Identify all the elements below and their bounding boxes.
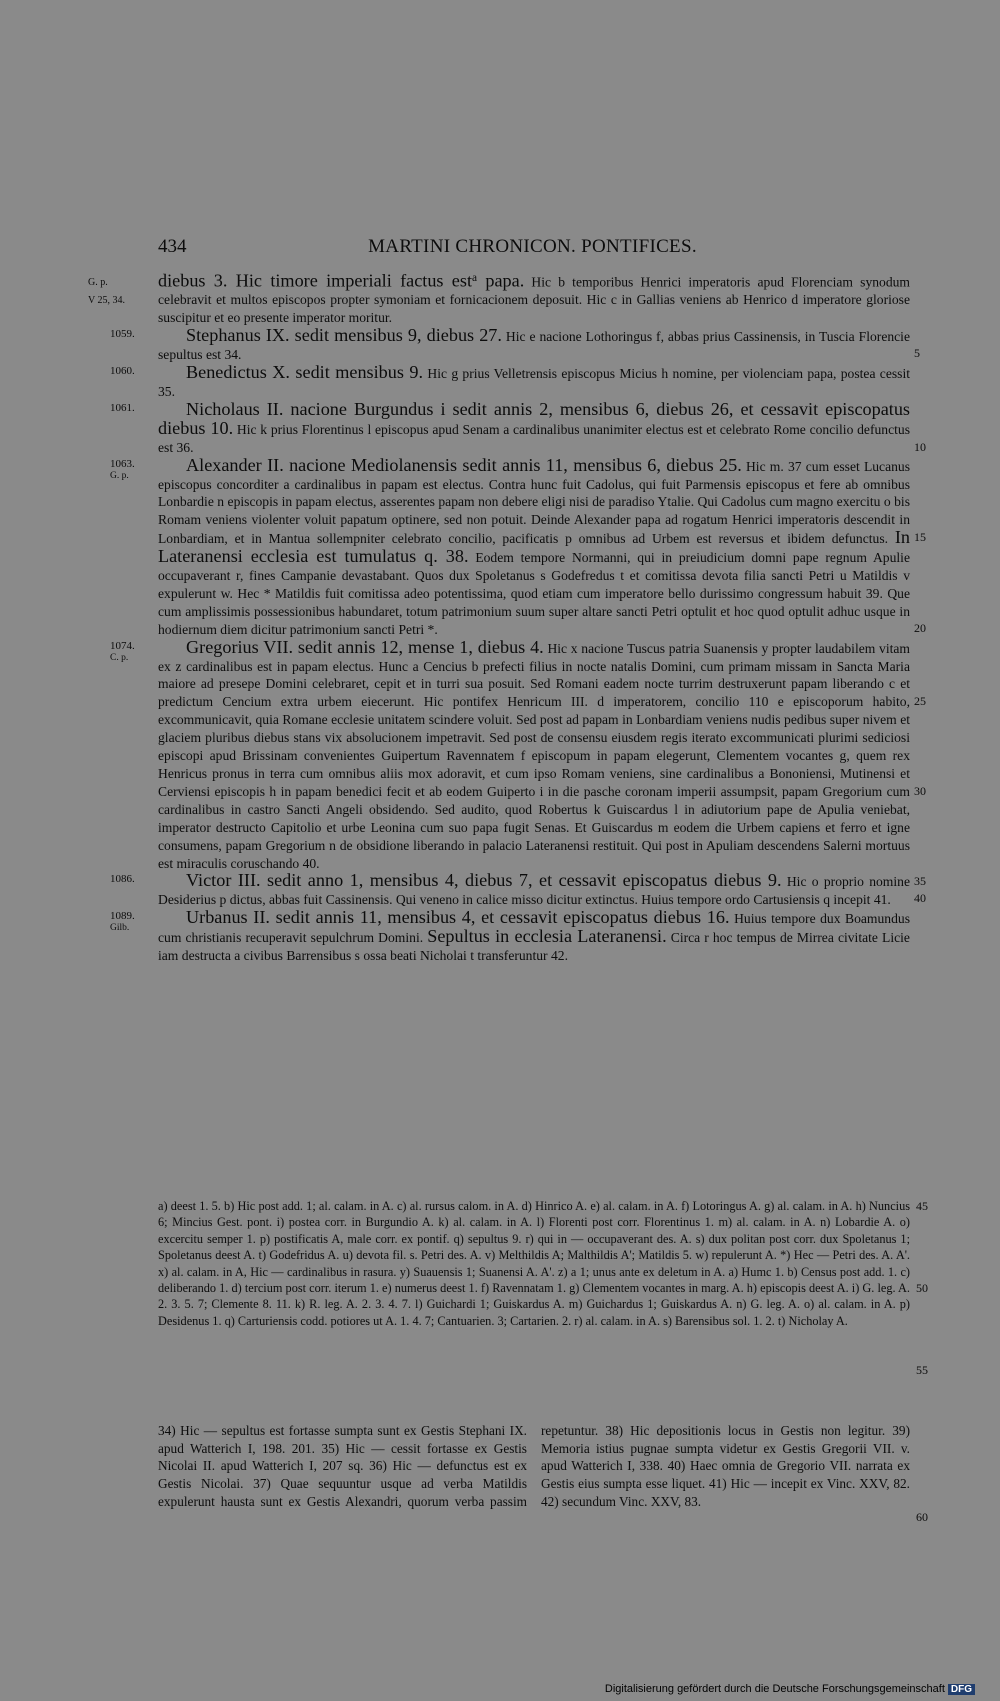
critical-apparatus: [158, 1198, 928, 1377]
entry-text: Hic m. 37 cum esset Lucanus episcopus concorditer a cardinalibus in papam est electus. Contra hunc fuit Cadolus, qui fuit Parmensis episcopus et fere ab omnibus Lonbardie n episcopis in papam electus, asserentes papam non debere eligi nisi de paradiso Ytalie. Qui Cadolus cum magno exercitu o bis Romam veniens violenter voluit papatum optinere, sed non potuit. Deinde Alexander papa ad rogatum Henrici imperatoris descendit in Lonbardiam, et in Mantua sollempniter celebrato concilio, pacificatis p omnibus ad Urbem est reversus et ibidem defunctus.: [158, 458, 910, 547]
entry-text: Hic e nacione Lothoringus f, abbas prius Cassinensis, in Tuscia Florencie sepultus est 34.: [158, 329, 910, 363]
margin-source-ref: G. p. V 25, 34.: [88, 277, 126, 306]
apparatus-text: a) deest 1. 5. b) Hic post add. 1; al. calam. in A. c) al. rursus calom. in A. d) Hinrico A. e) al. calam. in A. f) Lotoringus A. g) al. calam. in A. h) Nuncius 6; Mincius Gest. pont. i) postea corr. in Burgundio A. k) al. calam. in A. l) Florenti post corr. Florentinus 1. m) al. calam. in A. n) Lobardie A. o) excercitu semper 1. p) postificatis A, male corr. ex pontif. q) sepultus 9. r) qui in — occupaverant des. A. s) dux politan post corr. dux Spoletanus 1; Spoletanus deest A. t) Godefridus A. u) devota fil. s. Petri des. A. v) Melthildis A; Malthildis A'; Matildis 5. w) repulerunt A. *) Hec — Petri des. A. A'. x) al. calam. in A, Hic — cardinalibus in rasura. y) Suauensis 1; Suanensi A. A'. z) a 1; unus ante ex deletum in A. a) Humc 1. b) Census post add. 1. c) deliberando 1. d) tercium post corr. iterum 1. e) numerus deest 1. f) Ravennatam 1. g) Clementem vocantes in marg. A. h) episcopis deest A. i) G. leg. A. 2. 3. 5. 7; Clemente 8. 11. k) R. leg. A. 2. 3. 4. 7. l) Guichardi 1; Guiskardus A. m) Guichardus 1; Guiskardus A. n) G. leg. A. o) al. calam. in A. p) Desidenus 1. q) Carturiensis codd. potiores ut A. 1. 4. 7; Cantuarien. 3; Cartarien. 2. r) al. calam. in A. s) Barensibus sol. 1. 2. t) Nicholay A.: [158, 1199, 910, 1328]
year-label: 1061.: [110, 401, 135, 414]
line-number: 50: [916, 1281, 928, 1295]
entry-text: Hic o proprio nomine Desiderius p dictus, abbas fuit Cassinensis. Qui veneno in calice misso dicitur extinctus. Huius tempore ordo Cartusiensis q incepit 41.: [158, 874, 910, 908]
dfg-logo: DFG: [948, 1684, 975, 1695]
year-label: 1060.: [110, 365, 135, 378]
line-number: 20: [914, 620, 926, 635]
entry-heading: diebus 3. Hic timore imperiali factus est: [158, 270, 473, 291]
digitization-credit: Digitalisierung gefördert durch die Deutsche Forschungsgemeinschaft DFG: [605, 1683, 975, 1695]
entry-stephanus-ix: [110, 325, 920, 364]
entry-text: Hic x nacione Tuscus patria Suanensis y propter laudabilem vitam ex z cardinalibus est in papam electus. Hunc a Cencius b prefecti filius in nocte natalis Domini, cum primam missam in Sancta Maria maiore ad presepe Domini celebraret, cepit et in turri sua posuit. Sed Romani eadem nocte turrim destruxerunt papam liberando c et predictum Cencium extra urbem eiecerunt. Hic pontifex Henricum III. d imperatorem, concilio 110 e episcoporum habito, excommunicavit, quia Romane ecclesie unitatem scindere voluit. Sed post ad papam in Lonbardiam veniens nudis pedibus super nivem et glaciem pluribus diebus stans vix absolucionem impetravit. Sed post de consensu eiusdem regis iterato excommunicati plurimi sediciosi episcopi apud Brissinam convenientes Guipertum Ravennatem f episcopum in papam elegerunt, Clementem vocantes g, quem rex Henricus pronus in terra cum omnibus aliis mox adoravit, et cum ipso Romam veniens, sine cardinalibus a Bononiensi, Mutinensi et Cerviensi episcopis h in papam benedici fecit et ab eodem Guiperto i in die pasche coronam imperii assumpsit, papam Gregorium cum cardinalibus in castro Sancti Angeli obsidendo. Sed audito, quod Robertus k Guiscardus l in adiutorium pape de Apulia veniebat, imperator destructo Capitolio et urbe Leonina cum suo papa fugit Senas. Et Guiscardus m eodem die Urbem capiens et ferro et igne consumens, papam Gregorium n de obsidione liberando in palacio Lateranensi restituit. Qui post in Apuliam descendens Salerni mortuus est miraculis coruschando 40.: [158, 640, 911, 871]
burial-note: Sepultus in ecclesia Lateranensi.: [427, 926, 667, 947]
entry-text: Hic b temporibus Henrici imperatoris apud Florenciam synodum celebravit et multos episcopos propter symoniam et fornicacionem deposuit. Hic c in Gallias veniens ab Henrico d imperatore gloriose suscipitur et eo presente imperator moritur.: [158, 274, 910, 326]
line-number: 15: [914, 529, 926, 544]
footnotes-text: 34) Hic — sepultus est fortasse sumpta sunt ex Gestis Stephani IX. apud Watterich I, 198. 201. 35) Hic — cessit fortasse ex Gestis Nicolai II. apud Watterich I, 207 sq. 36) Hic — defunctus est ex Gestis Nicolai. 37) Quae sequuntur usque ad verba Matildis expulerunt hausta sunt ex Gestis Alexandri, quorum verba passim repetuntur. 38) Hic depositionis locus in Gestis non legitur. 39) Memoria istius pugnae sumpta videtur ex Gestis Gregorii VII. v. apud Watterich I, 338. 40) Haec omnia de Gregorio VII. narrata ex Gestis eius sumpta esse liquet. 41) Hic — incepit ex Vinc. XXV, 82. 42) secundum Vinc. XXV, 83.: [158, 1423, 910, 1509]
entry-heading: Urbanus II. sedit annis 11, mensibus 4, et cessavit episcopatus diebus 16.: [186, 907, 730, 928]
page-number: 434: [158, 236, 187, 257]
line-number: 45: [916, 1199, 928, 1213]
line-number: 30: [914, 783, 926, 798]
chronicle-text: [0, 270, 1000, 965]
entry-urbanus-ii: [110, 907, 910, 965]
running-title: MARTINI CHRONICON. PONTIFICES.: [368, 236, 697, 257]
entry-heading: Victor III. sedit anno 1, mensibus 4, diebus 7, et cessavit episcopatus diebus 9.: [186, 870, 782, 891]
entry-continuation: G. p. V 25, 34. diebus 3. Hic timore imperiali factus est$^a$ papa. Hic b temporibus Henrici imperatoris apud Florenciam synodum celebravit et multos episcopos propter symoniam et fornicacionem deposuit. Hic c in Gallias veniens ab Henrico d imperatore gloriose suscipitur et eo presente imperator moritur.: [88, 270, 910, 326]
page-header: [150, 236, 915, 260]
year-label: 1089. Gilb.: [110, 910, 135, 934]
line-number: 25: [914, 693, 926, 708]
line-number: 10: [914, 439, 926, 454]
line-number: 55: [916, 1363, 928, 1377]
source-footnotes: [158, 1422, 910, 1511]
burial-note: In Lateranensi ecclesia est tumulatus q. 38.: [158, 527, 910, 567]
entry-alexander-ii: [110, 454, 926, 639]
year-label: 1063. G. p.: [110, 457, 135, 481]
year-label: 1074. C. p.: [110, 639, 135, 663]
entry-heading: Alexander II. nacione Mediolanensis sedit annis 11, mensibus 6, diebus 25.: [186, 454, 742, 475]
line-number: 5: [914, 346, 920, 361]
line-number: 40: [914, 891, 926, 906]
entry-text: Hic g prius Velletrensis episcopus Micius h nomine, per violenciam papa, postea cessit 35.: [158, 366, 911, 399]
entry-heading: Benedictus X. sedit mensibus 9.: [186, 362, 424, 383]
year-label: 1086.: [110, 873, 135, 886]
year-label: 1059.: [110, 328, 135, 341]
entry-text-cont: Circa r hoc tempus de Mirrea civitate Licie iam destructa a civibus Barrensibus s ossa beati Nicholai t transferuntur 42.: [158, 930, 910, 964]
entry-text: Hic k prius Florentinus l episcopus apud Senam a cardinalibus unanimiter electus est et celebrato Rome concilio defunctus est 36.: [158, 421, 910, 455]
entry-text-cont: Eodem tempore Normanni, qui in preiudicium domni pape regnum Apulie occupaverant r, fines Campanie devastabant. Quos dux Spoletanus s Godefredus t et comitissa devota filia sancti Petri u Matildis v expulerunt w. Hec * Matildis fuit comitissa adeo potentissima, quod etiam cum imperatore bello durissimo congressum habuit 39. Que cum amplissimis possessionibus habundaret, totum patrimonium suum super altare sancti Petri optulit et hoc quod optulit adhuc usque in hodiernum diem dicitur patrimonium sancti Petri *.: [158, 550, 910, 637]
entry-heading: Stephanus IX. sedit mensibus 9, diebus 27.: [186, 325, 502, 346]
entry-text: Huius tempore dux Boamundus cum christianis recuperavit sepulchrum Domini.: [158, 911, 910, 946]
line-number: 35: [914, 873, 926, 888]
entry-heading: Gregorius VII. sedit annis 12, mense 1, diebus 4.: [186, 636, 544, 657]
line-number: 60: [916, 1510, 928, 1524]
entry-benedictus-x: [110, 362, 911, 401]
entry-nicholaus-ii: [110, 398, 926, 457]
entry-heading: Nicholaus II. nacione Burgundus i sedit annis 2, mensibus 6, diebus 26, et cessavit episcopatus diebus 10.: [158, 398, 910, 438]
